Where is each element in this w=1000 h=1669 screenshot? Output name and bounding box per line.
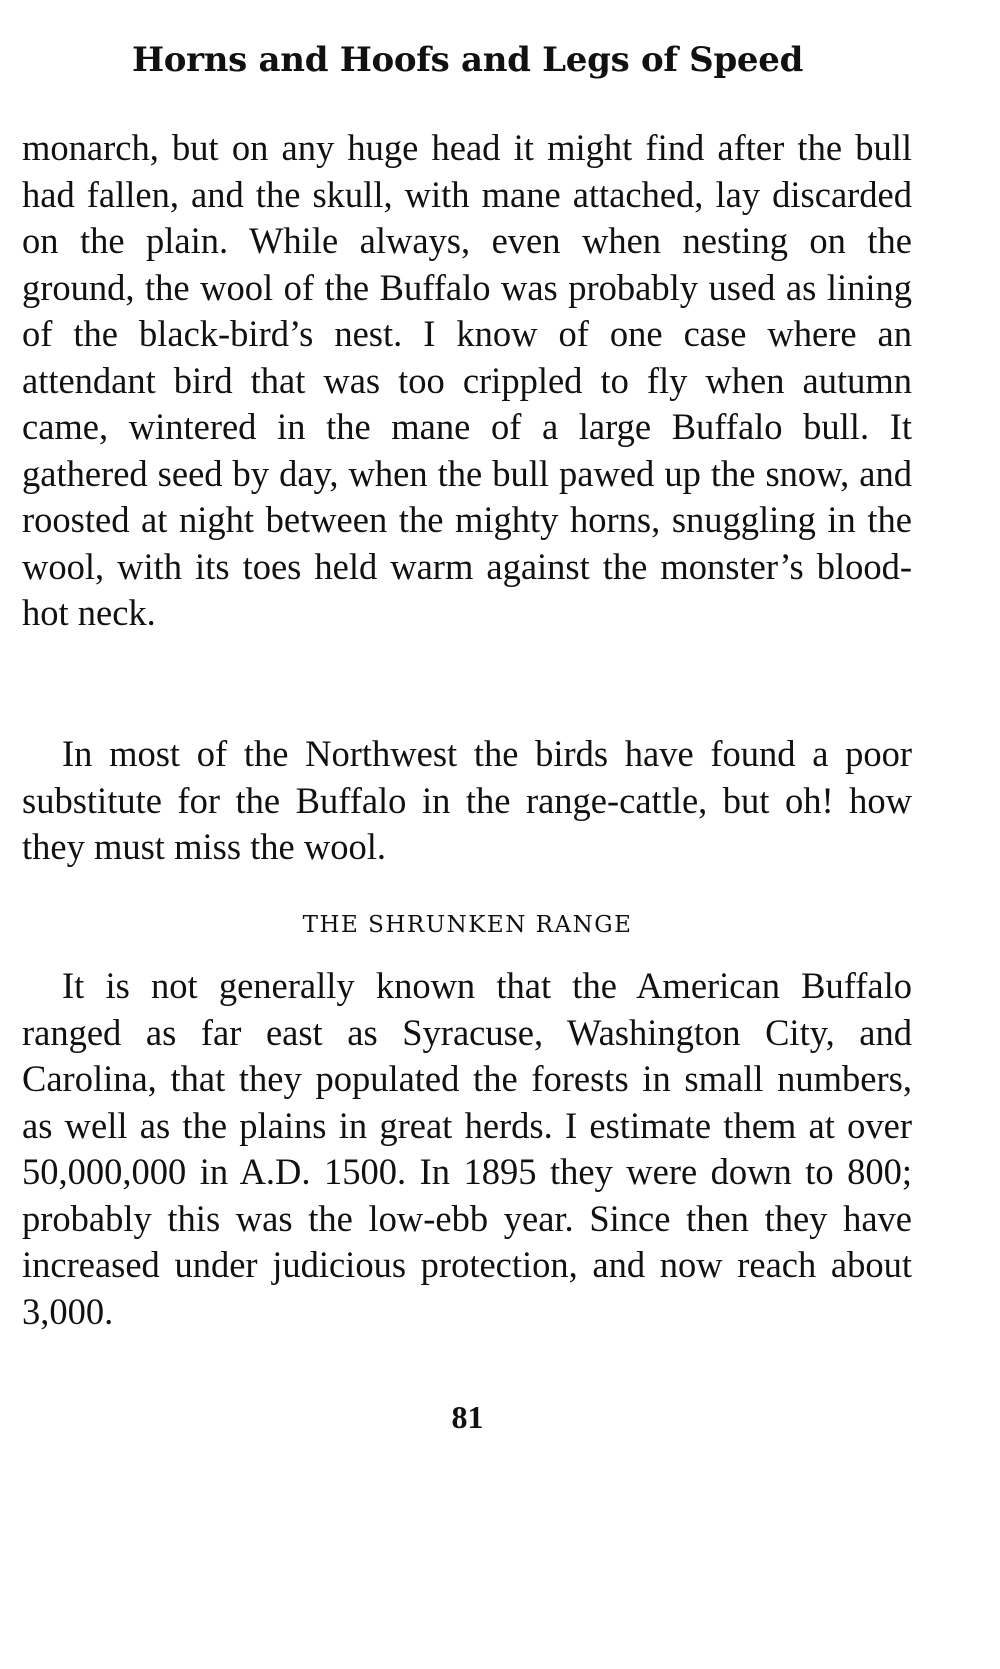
body-paragraph: In most of the Northwest the birds have found a poor substitute for the Buffalo in the range-cattle, but oh! how they must miss the wool. [22, 733, 912, 867]
running-head-title: Horns and Hoofs and Legs of Speed [131, 40, 804, 80]
section-heading: THE SHRUNKEN RANGE [302, 912, 633, 938]
body-paragraph: monarch, but on any huge head it might find after the bull had fallen, and the skull, with mane attached, lay discarded on the plain. While always, even when nesting on the ground, the wool of the Buffalo was probably used as lining of the black-bird’s nest. I know of one case where an attendant bird that was too crippled to fly when autumn came, wintered in the mane of a large Buffalo bull. It gathered seed by day, when the bull pawed up the snow, and roosted at night between the mighty horns, snuggling in the wool, with its toes held warm against the monster’s blood-hot neck. [22, 127, 912, 633]
body-paragraph: It is not generally known that the American Buffalo ranged as far east as Syracuse, Washington City, and Carolina, that they populated the forests in small numbers, as well as the plains in great herds. I estimate them at over 50,000,000 in A.D. 1500. In 1895 they were down to 800; probably this was the low-ebb year. Since then they have increased under judicious protection, and now reach about 3,000. [22, 965, 912, 1332]
page-number: 81 [451, 1399, 484, 1435]
